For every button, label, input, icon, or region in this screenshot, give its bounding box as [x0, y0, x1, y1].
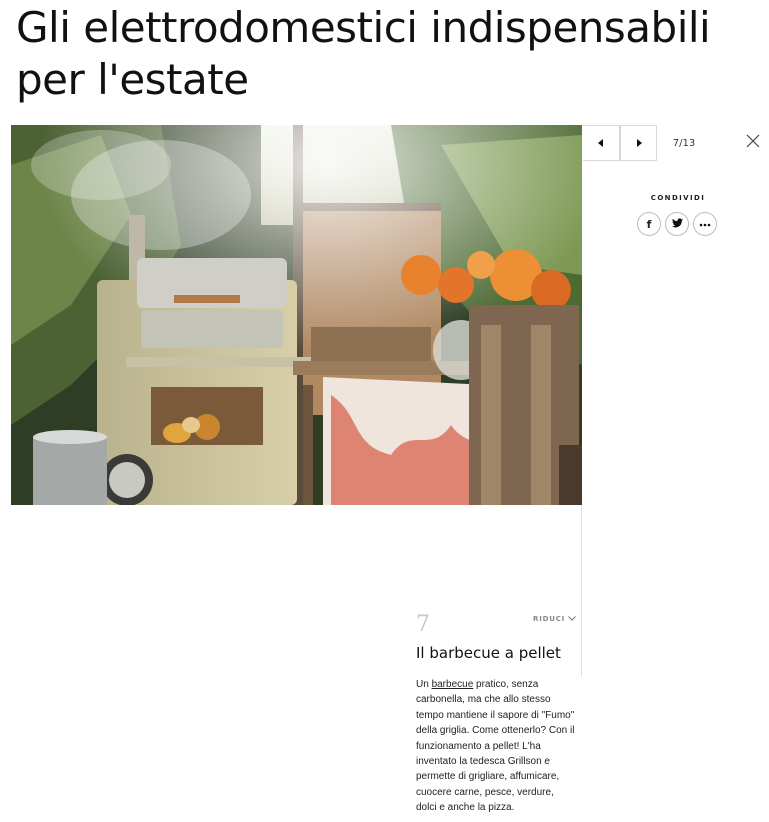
slide-description	[416, 677, 576, 816]
triangle-right-icon	[635, 134, 643, 152]
previous-slide-button[interactable]	[583, 125, 620, 161]
collapse-label: RIDUCI	[533, 615, 566, 623]
collapse-caption-button[interactable]	[533, 615, 576, 623]
triangle-left-icon	[597, 134, 605, 152]
barbecue-photo	[11, 125, 582, 505]
close-gallery-button[interactable]	[742, 133, 764, 153]
share-buttons	[637, 212, 717, 236]
share-more-button[interactable]	[693, 212, 717, 236]
next-slide-button[interactable]	[620, 125, 657, 161]
facebook-icon: f	[646, 217, 652, 231]
slide-number: 7	[416, 612, 430, 637]
chevron-down-icon	[568, 615, 576, 623]
desc-intro: Un	[416, 679, 432, 690]
share-twitter-button[interactable]	[665, 212, 689, 236]
share-label: CONDIVIDI	[650, 194, 706, 202]
barbecue-link[interactable]: barbecue	[431, 679, 474, 690]
share-facebook-button[interactable]	[637, 212, 661, 236]
twitter-icon	[672, 218, 683, 231]
more-icon	[699, 218, 711, 230]
caption-divider	[581, 505, 582, 677]
page-title: Gli elettrodomestici indispensabili per l'estate	[16, 3, 711, 104]
desc-body: pratico, senza carbonella, ma che allo stesso tempo mantiene il sapore di "Fumo" della griglia. Come ottenerlo? Con il funzionamento a pellet! L'ha inventato la tedesca Grillson e permette di grigliare, affumicare, cuocere carne, pesce, verdure, dolci e anche la pizza.	[416, 679, 575, 814]
close-icon	[746, 134, 760, 153]
slide-title: Il barbecue a pellet	[416, 644, 561, 662]
slide-counter: 7/13	[672, 137, 696, 149]
